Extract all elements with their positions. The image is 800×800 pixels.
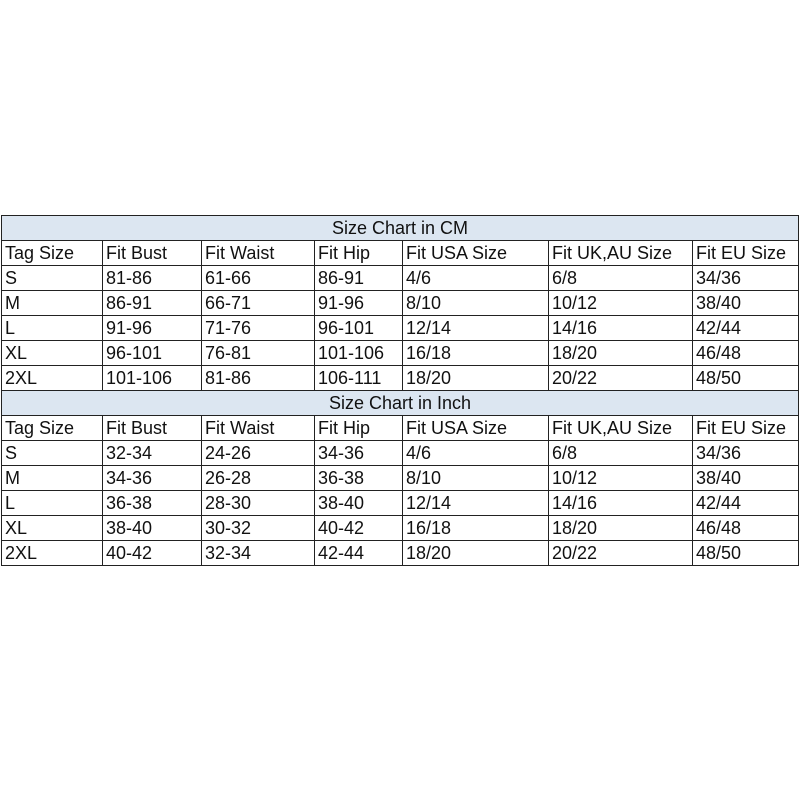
table-cell: 8/10 — [403, 291, 549, 316]
table-cell: 26-28 — [202, 466, 315, 491]
table-cell: 81-86 — [103, 266, 202, 291]
table-cell: 36-38 — [103, 491, 202, 516]
table-cell: 81-86 — [202, 366, 315, 391]
table-cell: 46/48 — [693, 516, 799, 541]
table-cell: 28-30 — [202, 491, 315, 516]
table-cell: 86-91 — [315, 266, 403, 291]
header-cell: Fit UK,AU Size — [549, 241, 693, 266]
table-row — [2, 291, 799, 316]
table-cell: 18/20 — [403, 541, 549, 566]
header-cell: Fit Waist — [202, 241, 315, 266]
table-row — [2, 316, 799, 341]
table-cell: 46/48 — [693, 341, 799, 366]
table-cell: 40-42 — [315, 516, 403, 541]
table-cell: 38-40 — [103, 516, 202, 541]
table-cell: 40-42 — [103, 541, 202, 566]
table-cell: 36-38 — [315, 466, 403, 491]
table-cell: 18/20 — [403, 366, 549, 391]
table-cell: L — [2, 316, 103, 341]
table-cell: S — [2, 266, 103, 291]
table-cell: 96-101 — [315, 316, 403, 341]
header-row — [2, 416, 799, 441]
table-row — [2, 366, 799, 391]
table-cell: 6/8 — [549, 441, 693, 466]
section-title-cm: Size Chart in CM — [2, 216, 799, 241]
table-cell: 6/8 — [549, 266, 693, 291]
table-row — [2, 466, 799, 491]
table-cell: 42/44 — [693, 316, 799, 341]
header-cell: Fit USA Size — [403, 416, 549, 441]
table-row — [2, 541, 799, 566]
table-cell: 20/22 — [549, 366, 693, 391]
table-cell: 91-96 — [103, 316, 202, 341]
table-cell: M — [2, 466, 103, 491]
table-cell: 30-32 — [202, 516, 315, 541]
table-cell: XL — [2, 341, 103, 366]
table-cell: 24-26 — [202, 441, 315, 466]
table-cell: 71-76 — [202, 316, 315, 341]
table-cell: 14/16 — [549, 316, 693, 341]
table-cell: 12/14 — [403, 316, 549, 341]
table-cell: S — [2, 441, 103, 466]
table-cell: 32-34 — [103, 441, 202, 466]
table-cell: 16/18 — [403, 341, 549, 366]
table-row — [2, 266, 799, 291]
table-cell: 8/10 — [403, 466, 549, 491]
table-cell: 4/6 — [403, 266, 549, 291]
table-cell: 20/22 — [549, 541, 693, 566]
table-cell: 42/44 — [693, 491, 799, 516]
section-title-row — [2, 216, 799, 241]
section-title-inch: Size Chart in Inch — [2, 391, 799, 416]
table-cell: 101-106 — [103, 366, 202, 391]
table-cell: 61-66 — [202, 266, 315, 291]
table-cell: 42-44 — [315, 541, 403, 566]
table-cell: XL — [2, 516, 103, 541]
table-cell: 16/18 — [403, 516, 549, 541]
table-cell: 10/12 — [549, 291, 693, 316]
header-cell: Fit Hip — [315, 241, 403, 266]
header-cell: Tag Size — [2, 241, 103, 266]
table-row — [2, 441, 799, 466]
table-row — [2, 491, 799, 516]
table-cell: 96-101 — [103, 341, 202, 366]
table-cell: 34/36 — [693, 441, 799, 466]
size-chart-table — [1, 215, 799, 566]
table-cell: 38/40 — [693, 466, 799, 491]
table-row — [2, 341, 799, 366]
header-row — [2, 241, 799, 266]
header-cell: Fit Hip — [315, 416, 403, 441]
table-cell: 18/20 — [549, 516, 693, 541]
table-cell: 14/16 — [549, 491, 693, 516]
table-cell: 4/6 — [403, 441, 549, 466]
table-cell: 12/14 — [403, 491, 549, 516]
table-cell: 2XL — [2, 541, 103, 566]
table-cell: 91-96 — [315, 291, 403, 316]
table-cell: 48/50 — [693, 541, 799, 566]
table-cell: 38/40 — [693, 291, 799, 316]
table-cell: M — [2, 291, 103, 316]
table-cell: 66-71 — [202, 291, 315, 316]
table-cell: 101-106 — [315, 341, 403, 366]
table-cell: 38-40 — [315, 491, 403, 516]
table-cell: 34-36 — [103, 466, 202, 491]
table-cell: 48/50 — [693, 366, 799, 391]
header-cell: Fit EU Size — [693, 416, 799, 441]
header-cell: Fit Bust — [103, 241, 202, 266]
table-row — [2, 516, 799, 541]
table-cell: L — [2, 491, 103, 516]
table-cell: 18/20 — [549, 341, 693, 366]
table-cell: 10/12 — [549, 466, 693, 491]
header-cell: Fit Bust — [103, 416, 202, 441]
table-cell: 34-36 — [315, 441, 403, 466]
table-cell: 34/36 — [693, 266, 799, 291]
header-cell: Fit Waist — [202, 416, 315, 441]
table-cell: 106-111 — [315, 366, 403, 391]
header-cell: Fit UK,AU Size — [549, 416, 693, 441]
table-cell: 2XL — [2, 366, 103, 391]
table-cell: 32-34 — [202, 541, 315, 566]
section-title-row — [2, 391, 799, 416]
header-cell: Fit USA Size — [403, 241, 549, 266]
header-cell: Fit EU Size — [693, 241, 799, 266]
header-cell: Tag Size — [2, 416, 103, 441]
table-cell: 86-91 — [103, 291, 202, 316]
table-cell: 76-81 — [202, 341, 315, 366]
